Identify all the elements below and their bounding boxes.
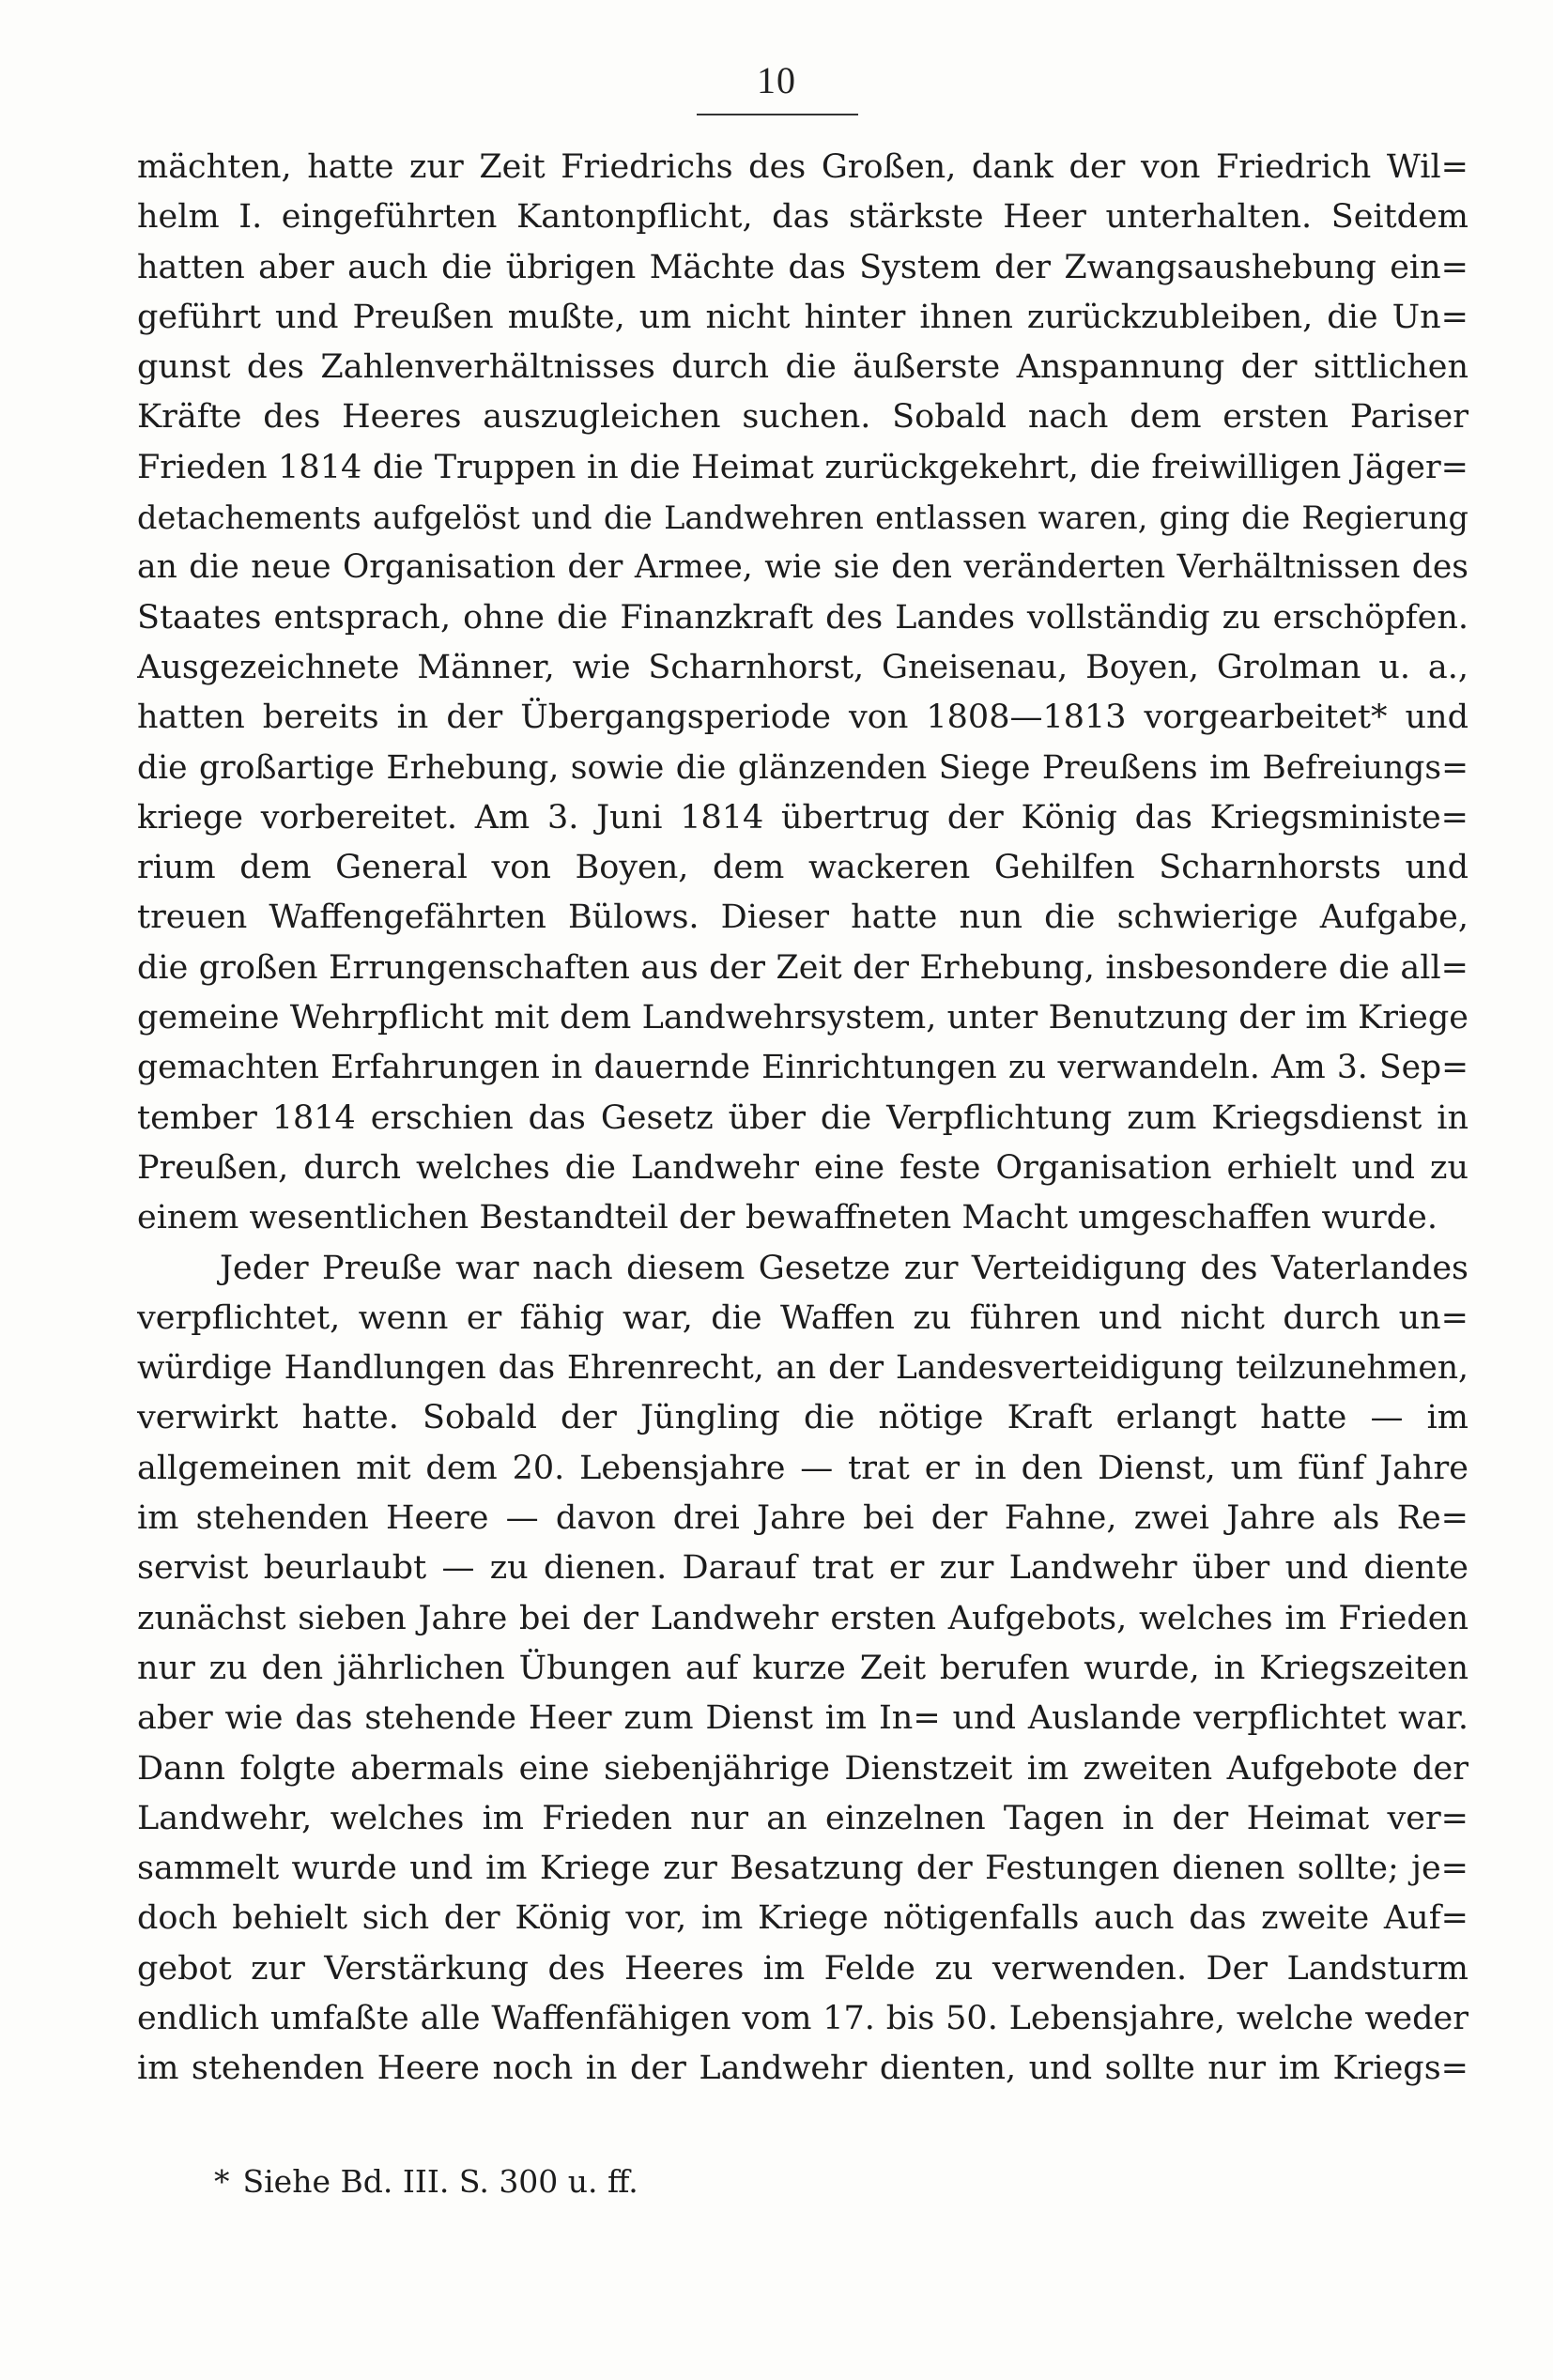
text-line: mächten, hatte zur Zeit Friedrichs des Großen, dank der von Friedrich Wil= [137,148,1468,186]
text-line: endlich umfaßte alle Waffenfähigen vom 17. bis 50. Lebensjahre, welche weder [137,1999,1468,2037]
text-line: rium dem General von Boyen, dem wackeren Gehilfen Scharnhorsts und [137,849,1468,887]
text-line: hatten aber auch die übrigen Mächte das System der Zwangsaushebung ein= [137,248,1468,286]
text-line: allgemeinen mit dem 20. Lebensjahre — trat er in den Dienst, um fünf Jahre [137,1449,1468,1487]
text-line: aber wie das stehende Heer zum Dienst im In= und Auslande verpflichtet war. [137,1699,1468,1738]
footnote-text: Siehe Bd. III. S. 300 u. ff. [242,2163,638,2200]
text-line: zunächst sieben Jahre bei der Landwehr ersten Aufgebots, welches im Frieden [137,1599,1468,1637]
text-line: nur zu den jährlichen Übungen auf kurze Zeit berufen wurde, in Kriegszeiten [137,1649,1468,1687]
text-line: Jeder Preuße war nach diesem Gesetze zur Verteidigung des Vaterlandes [220,1249,1468,1287]
text-line: geführt und Preußen mußte, um nicht hinter ihnen zurückzubleiben, die Un= [137,298,1468,336]
header-rule [697,114,858,115]
body-text [137,143,1468,2095]
text-line: detachements aufgelöst und die Landwehren entlassen waren, ging die Regierung [137,499,1468,537]
text-line: an die neue Organisation der Armee, wie sie den veränderten Verhältnissen des [137,548,1468,587]
footnote-mark: * [214,2163,230,2200]
text-line: verwirkt hatte. Sobald der Jüngling die nötige Kraft erlangt hatte — im [137,1399,1468,1437]
text-line: treuen Waffengefährten Bülows. Dieser hatte nun die schwierige Aufgabe, [137,898,1468,937]
text-line: Kräfte des Heeres auszugleichen suchen. Sobald nach dem ersten Pariser [137,398,1468,437]
text-line: helm I. eingeführten Kantonpflicht, das stärkste Heer unterhalten. Seitdem [137,198,1468,237]
text-line: Dann folgte abermals eine siebenjährige Dienstzeit im zweiten Aufgebote der [137,1749,1468,1788]
text-line: gemeine Wehrpflicht mit dem Landwehrsystem, unter Benutzung der im Kriege [137,999,1468,1037]
text-line: die großen Errungenschaften aus der Zeit der Erhebung, insbesondere die all= [137,948,1468,987]
text-line: einem wesentlichen Bestandteil der bewaffneten Macht umgeschaffen wurde. [137,1199,1438,1237]
text-line: Ausgezeichnete Männer, wie Scharnhorst, Gneisenau, Boyen, Grolman u. a., [137,648,1468,686]
footnote [214,2161,638,2203]
text-line: im stehenden Heere noch in der Landwehr dienten, und sollte nur im Kriegs= [137,2050,1468,2088]
text-line: doch behielt sich der König vor, im Kriege nötigenfalls auch das zweite Auf= [137,1899,1468,1938]
text-line: gemachten Erfahrungen in dauernde Einrichtungen zu verwandeln. Am 3. Sep= [137,1049,1468,1087]
text-line: die großartige Erhebung, sowie die glänzenden Siege Preußens im Befreiungs= [137,748,1468,787]
text-line: sammelt wurde und im Kriege zur Besatzung der Festungen dienen sollte; je= [137,1850,1468,1888]
text-line: kriege vorbereitet. Am 3. Juni 1814 übertrug der König das Kriegsministe= [137,798,1468,837]
text-line: verpflichtet, wenn er fähig war, die Waffen zu führen und nicht durch un= [137,1298,1468,1337]
text-line: gebot zur Verstärkung des Heeres im Felde zu verwenden. Der Landsturm [137,1949,1468,1988]
text-line: würdige Handlungen das Ehrenrecht, an der Landesverteidigung teilzunehmen, [137,1349,1468,1388]
text-line: tember 1814 erschien das Gesetz über die Verpflichtung zum Kriegsdienst in [137,1098,1468,1137]
text-line: im stehenden Heere — davon drei Jahre bei der Fahne, zwei Jahre als Re= [137,1499,1468,1538]
text-line: Landwehr, welches im Frieden nur an einzelnen Tagen in der Heimat ver= [137,1799,1468,1837]
text-line: hatten bereits in der Übergangsperiode von 1808—1813 vorgearbeitet* und [137,699,1468,737]
text-line: Frieden 1814 die Truppen in die Heimat zurückgekehrt, die freiwilligen Jäger= [137,448,1468,486]
text-line: gunst des Zahlenverhältnisses durch die äußerste Anspannung der sittlichen [137,348,1468,387]
text-line: Staates entsprach, ohne die Finanzkraft des Landes vollständig zu erschöpfen. [137,598,1468,637]
text-line: servist beurlaubt — zu dienen. Darauf trat er zur Landwehr über und diente [137,1549,1468,1588]
page-number: 10 [757,59,796,101]
text-line: Preußen, durch welches die Landwehr eine feste Organisation erhielt und zu [137,1148,1468,1187]
